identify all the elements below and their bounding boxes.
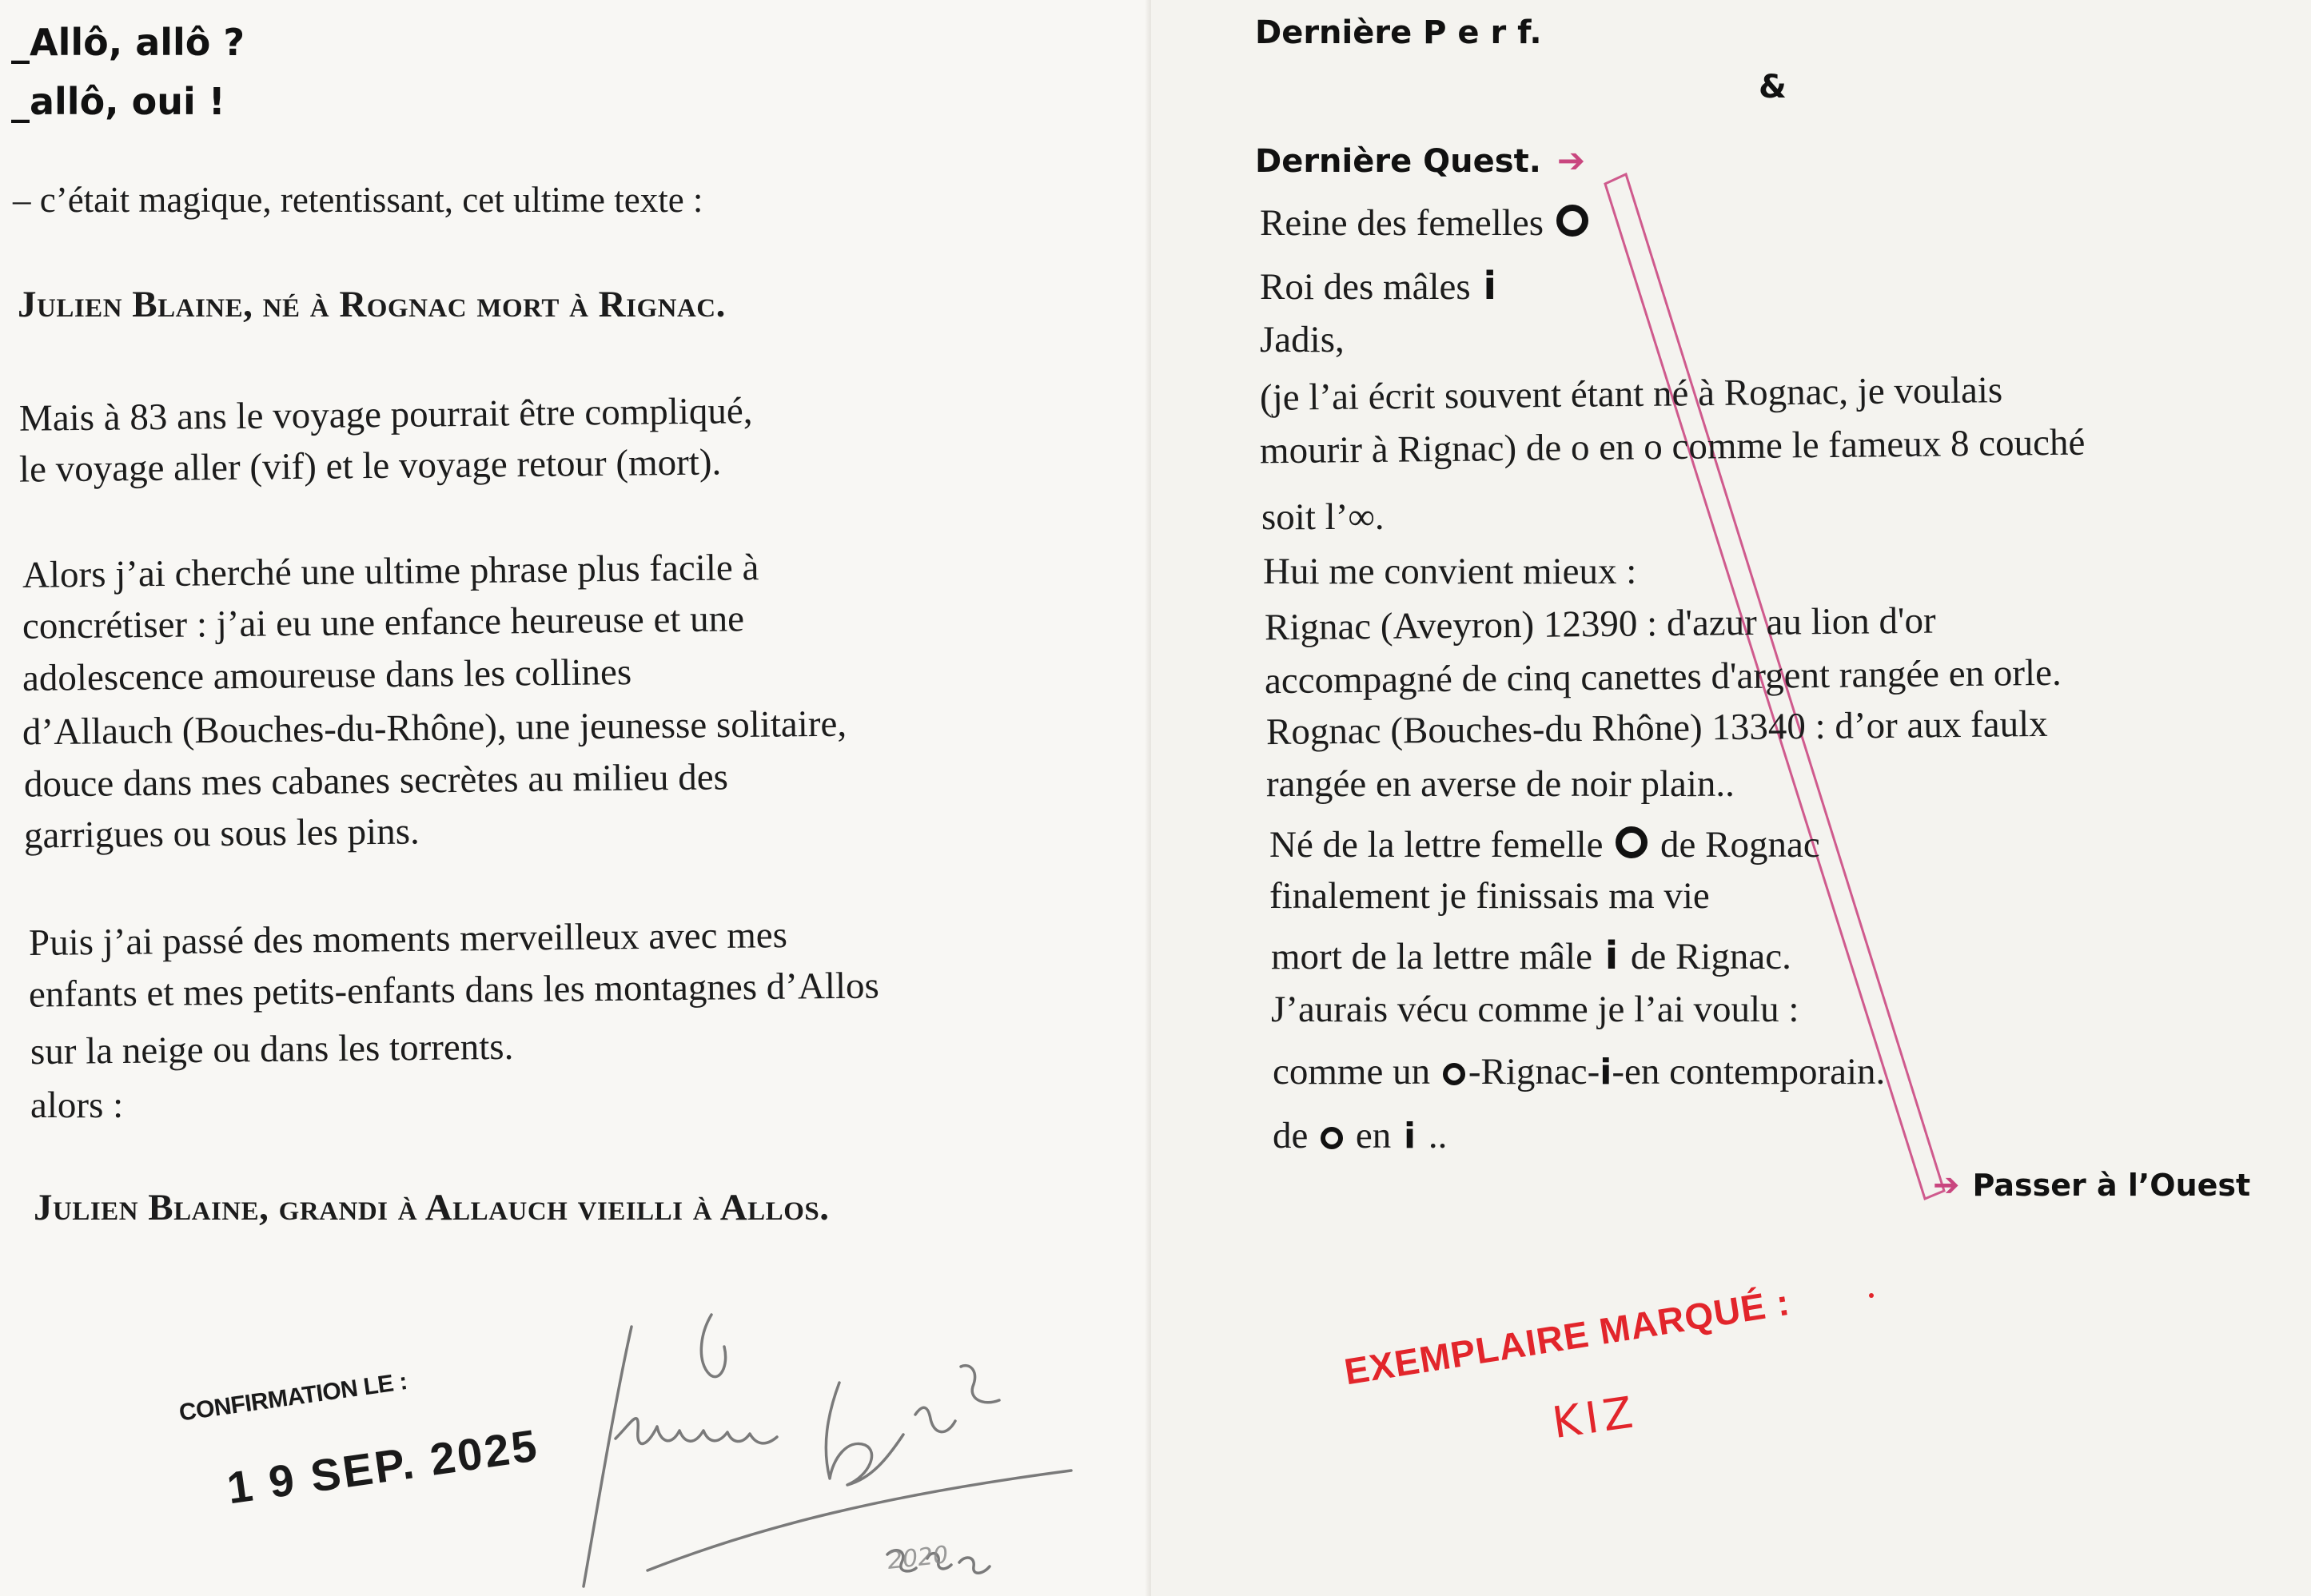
letter-i-male-icon: i	[1604, 933, 1619, 978]
signature	[552, 1287, 1079, 1590]
heading-derniere-quest-text: Dernière Quest.	[1255, 143, 1541, 180]
line-jaurais-vecu: J’aurais vécu comme je l’ai voulu :	[1271, 989, 1799, 1030]
letter-i-male-icon: i	[1600, 1052, 1612, 1093]
line-16-part-b: -Rignac-	[1468, 1051, 1600, 1093]
title-rognac-rignac: Julien Blaine, né à Rognac mort à Rignac.	[18, 284, 726, 325]
letter-i-male-icon: i	[1483, 264, 1496, 308]
line-rangee-en-averse: rangée en averse de noir plain..	[1266, 763, 1735, 805]
signature-year-text: 2020	[886, 1541, 950, 1575]
confirmation-stamp-date: 1 9 SEP. 2025	[224, 1419, 543, 1514]
line-17-part-b: en	[1355, 1115, 1392, 1156]
left-page	[0, 0, 1151, 1596]
exemplaire-marque-stamp: EXEMPLAIRE MARQUÉ :	[1341, 1280, 1793, 1393]
line-16-part-c: -en contemporain.	[1612, 1051, 1886, 1093]
line-de-o-en-i	[1273, 1117, 1447, 1155]
para-2-line-1: Alors j’ai cherché une ultime phrase plus facile à	[22, 547, 759, 596]
line-16-part-a: comme un	[1273, 1051, 1431, 1093]
line-17-part-a: de	[1273, 1115, 1309, 1156]
para-2-line-6: garrigues ou sous les pins.	[23, 810, 420, 857]
para-1-line-2: le voyage aller (vif) et le voyage retour (mort).	[18, 441, 722, 491]
letter-o-female-icon	[1321, 1127, 1343, 1149]
line-mort-de-la-lettre-male	[1271, 933, 1791, 978]
heading-derniere-perf: Dernière P e r f.	[1255, 14, 1542, 51]
passer-a-louest-text: Passer à l’Ouest	[1972, 1168, 2251, 1203]
arrow-right-icon: ➔	[1933, 1167, 1960, 1204]
right-page	[1151, 0, 2311, 1596]
line-roi-text: Roi des mâles	[1260, 266, 1471, 308]
line-comme-un-origrinal	[1273, 1053, 1885, 1091]
passer-a-louest-link[interactable]	[1933, 1167, 2250, 1204]
para-2-line-2: concrétiser : j’ai eu une enfance heureuse et une	[22, 598, 745, 647]
para-3-line-2: enfants et mes petits-enfants dans les montagnes d’Allos	[28, 965, 880, 1016]
letter-i-male-icon: i	[1404, 1116, 1416, 1156]
heading-allo-2: _allô, oui !	[11, 80, 225, 123]
stamp-dot	[1869, 1293, 1874, 1298]
para-2-line-4: d’Allauch (Bouches-du-Rhône), une jeunesse solitaire,	[22, 702, 847, 754]
handwritten-mark-kiz: KIZ	[1549, 1386, 1641, 1449]
line-mourir-a-rignac: mourir à Rignac) de o en o comme le fameux 8 couché	[1259, 421, 2086, 472]
line-14-part-b: de Rignac.	[1630, 936, 1791, 977]
confirmation-stamp-label: CONFIRMATION LE :	[177, 1367, 409, 1427]
heading-allo-1: _Allô, allô ?	[11, 21, 245, 64]
line-roi-des-males	[1260, 264, 1500, 308]
line-accompagne: accompagné de cinq canettes d'argent rangée en orle.	[1264, 651, 2062, 702]
line-reine-des-femelles	[1260, 202, 1592, 244]
line-hui-me-convient: Hui me convient mieux :	[1263, 551, 1637, 592]
line-reine-text: Reine des femelles	[1260, 202, 1544, 244]
line-17-part-c: ..	[1428, 1115, 1448, 1156]
letter-o-female-icon	[1443, 1063, 1465, 1085]
title-allauch-allos: Julien Blaine, grandi à Allauch vieilli à Allos.	[34, 1187, 830, 1228]
line-12-part-a: Né de la lettre femelle	[1269, 824, 1604, 866]
para-2-line-5: douce dans mes cabanes secrètes au milieu des	[23, 756, 729, 806]
line-rognac-bouches-du-rhone: Rognac (Bouches-du Rhône) 13340 : d’or aux faulx	[1265, 702, 2048, 754]
heading-derniere-quest	[1255, 141, 1585, 180]
para-3-line-1: Puis j’ai passé des moments merveilleux avec mes	[28, 914, 788, 964]
line-14-part-a: mort de la lettre mâle	[1271, 936, 1592, 977]
line-rignac-aveyron: Rignac (Aveyron) 12390 : d'azur au lion d'or	[1264, 599, 1936, 649]
para-2-line-3: adolescence amoureuse dans les collines	[22, 651, 632, 699]
intro-line: – c’était magique, retentissant, cet ultime texte :	[13, 180, 703, 220]
para-3-line-4: alors :	[30, 1085, 124, 1126]
line-ne-de-la-lettre-femelle	[1269, 826, 1820, 864]
letter-o-female-icon	[1616, 826, 1648, 858]
line-jadis: Jadis,	[1260, 319, 1345, 360]
line-finalement: finalement je finissais ma vie	[1269, 875, 1710, 917]
line-je-lai-ecrit: (je l’ai écrit souvent étant né à Rognac, je voulais	[1259, 369, 2003, 419]
line-soit-infini: soit l’∞.	[1261, 496, 1385, 538]
para-1-line-1: Mais à 83 ans le voyage pourrait être compliqué,	[18, 390, 753, 440]
para-3-line-3: sur la neige ou dans les torrents.	[30, 1025, 514, 1073]
line-12-part-b: de Rognac	[1660, 824, 1820, 866]
arrow-right-icon: ➔	[1556, 141, 1586, 180]
ampersand: &	[1759, 69, 1787, 105]
letter-o-female-icon	[1556, 205, 1588, 237]
